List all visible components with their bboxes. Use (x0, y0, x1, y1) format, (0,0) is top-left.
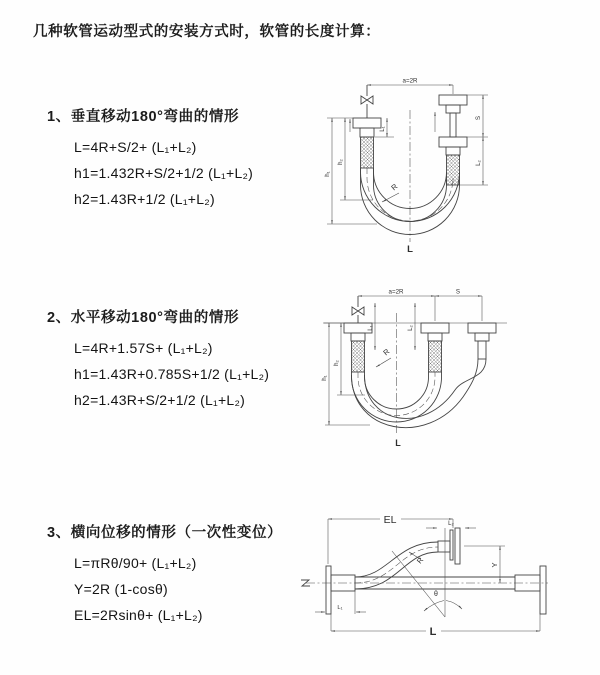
dim-label-h2: h₂ (337, 159, 344, 165)
dim-label-theta: θ (434, 591, 438, 598)
dim-label-l: L (407, 244, 413, 255)
formula-line: L=4R+1.57S+ (L₁+L₂) (74, 340, 213, 356)
dim-label-a2r: a=2R (388, 288, 404, 296)
valve-icon (361, 85, 373, 118)
section-3-heading: 3、横向位移的情形（一次性变位） (47, 525, 283, 541)
hose-centerline (355, 547, 438, 583)
formula-line: h2=1.43R+S/2+1/2 (L₁+L₂) (74, 392, 246, 408)
diagram-lateral-displacement (298, 498, 598, 663)
formula-line: h1=1.43R+0.785S+1/2 (L₁+L₂) (74, 366, 270, 382)
section-1 (47, 105, 253, 206)
formula-line: h2=1.43R+1/2 (L₁+L₂) (74, 191, 215, 207)
dim-label-h1: h₁ (324, 171, 331, 177)
valve-icon (352, 296, 364, 323)
dim-label-a2r: a=2R (402, 77, 418, 85)
dimension-lines (327, 85, 488, 242)
section-3 (47, 521, 282, 622)
dim-label-l2: L₂ (448, 521, 454, 527)
dim-label-l: L (429, 626, 437, 638)
dim-label-r: R (381, 346, 392, 358)
dim-label-h2: h₂ (333, 360, 340, 366)
dim-label-l1: L₁ (379, 126, 386, 132)
dimension-lines (324, 296, 482, 425)
formula-line: h1=1.432R+S/2+1/2 (L₁+L₂) (74, 165, 254, 181)
dim-label-l1: L₁ (367, 325, 374, 331)
formula-line: Y=2R (1-cosθ) (74, 581, 168, 597)
dim-label-h1: h₁ (321, 375, 328, 381)
dim-label-l2: L₂ (475, 160, 482, 166)
diagram-vertical-move-180 (315, 72, 600, 257)
page-title: 几种软管运动型式的安装方式时，软管的长度计算： (33, 24, 381, 40)
formula-line: EL=2Rsinθ+ (L₁+L₂) (74, 607, 203, 623)
dim-label-r: R (389, 181, 400, 193)
formula-line: L=4R+S/2+ (L₁+L₂) (74, 139, 197, 155)
dim-label-r: R (414, 555, 426, 566)
dim-label-l1: L₁ (337, 605, 343, 611)
diagram-horizontal-move-180 (315, 283, 600, 458)
dim-label-s: S (475, 115, 482, 121)
hose-drawing (301, 528, 548, 614)
dim-label-el: EL (383, 514, 397, 526)
dim-label-l2: L₂ (407, 325, 414, 331)
section-1-heading: 1、垂直移动180°弯曲的情形 (47, 109, 240, 125)
dim-label-l: L (395, 438, 401, 448)
section-2-heading: 2、水平移动180°弯曲的情形 (47, 310, 240, 326)
section-2 (47, 306, 269, 407)
dim-label-s: S (455, 288, 461, 296)
dim-label-y: Y (490, 562, 499, 568)
dimension-labels (337, 514, 499, 638)
formula-line: L=πRθ/90+ (L₁+L₂) (74, 555, 197, 571)
